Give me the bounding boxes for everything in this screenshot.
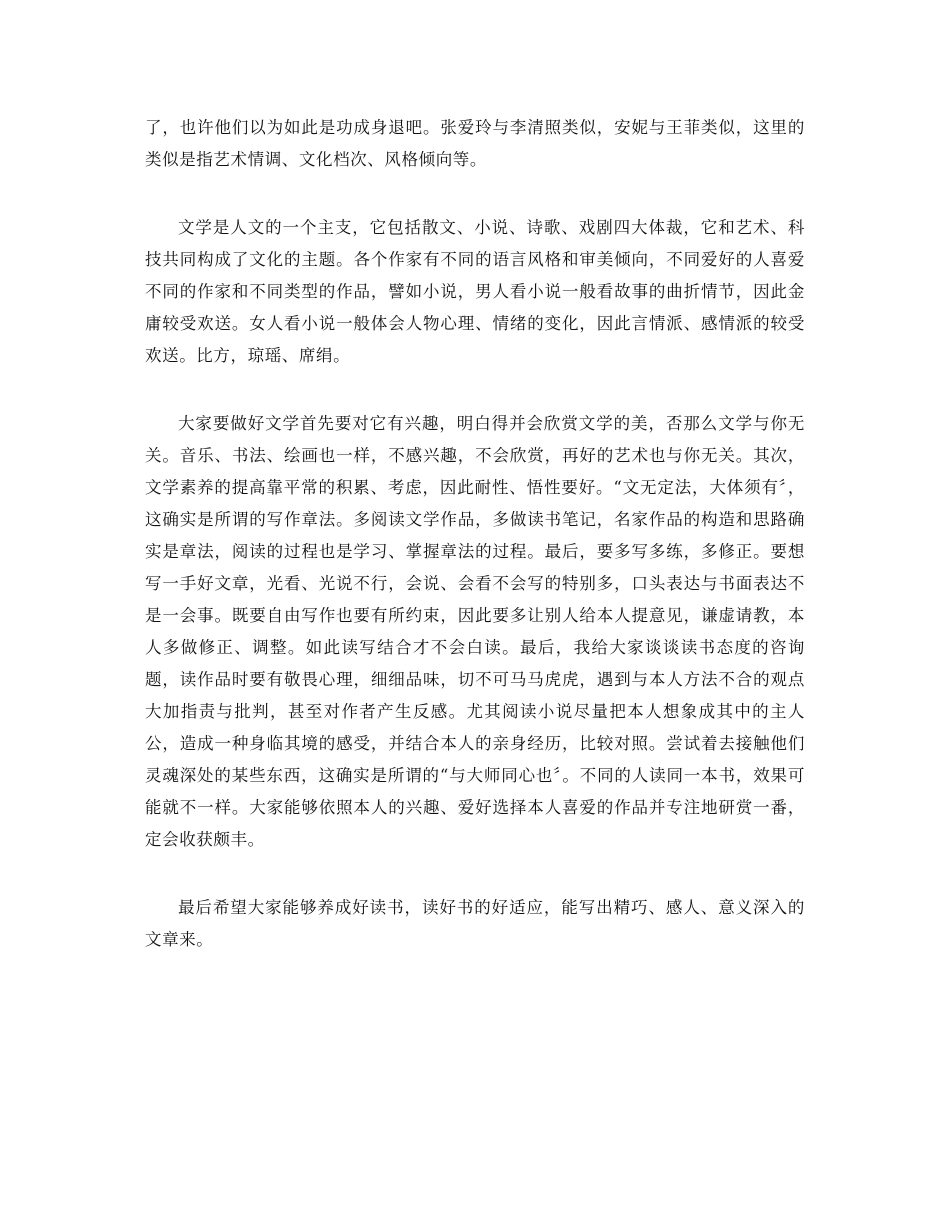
paragraph-continuation: 了，也许他们以为如此是功成身退吧。张爱玲与李清照类似，安妮与王菲类似，这里的类似是指艺术情调、文化档次、风格倾向等。 — [145, 118, 805, 169]
document-body — [145, 112, 805, 992]
paragraph-closing: 最后希望大家能够养成好读书，读好书的好适应，能写出精巧、感人、意义深入的文章来。 — [145, 898, 805, 949]
paragraph-reading-advice: 大家要做好文学首先要对它有兴趣，明白得并会欣赏文学的美，否那么文学与你无关。音乐、书法、绘画也一样，不感兴趣，不会欣赏，再好的艺术也与你无关。其次，文学素养的提高靠平常的积累、考虑，因此耐性、悟性要好。“文无定法，大体须有〞，这确实是所谓的写作章法。多阅读文学作品，多做读书笔记，名家作品的构造和思路确实是章法，阅读的过程也是学习、掌握章法的过程。最后，要多写多练，多修正。要想写一手好文章，光看、光说不行，会说、会看不会写的特别多，口头表达与书面表达不是一会事。既要自由写作也要有所约束，因此要多让别人给本人提意见，谦虚请教，本人多做修正、调整。如此读写结合才不会白读。最后，我给大家谈谈读书态度的咨询题，读作品时要有敬畏心理，细细品味，切不可马马虎虎，遇到与本人方法不合的观点大加指责与批判，甚至对作者产生反感。尤其阅读小说尽量把本人想象成其中的主人公，造成一种身临其境的感受，并结合本人的亲身经历，比较对照。尝试着去接触他们灵魂深处的某些东西，这确实是所谓的“与大师同心也〞。不同的人读同一本书，效果可能就不一样。大家能够依照本人的兴趣、爱好选择本人喜爱的作品并专注地研赏一番，定会收获颇丰。 — [145, 414, 805, 849]
paragraph-literature-definition: 文学是人文的一个主支，它包括散文、小说、诗歌、戏剧四大体裁，它和艺术、科技共同构成了文化的主题。各个作家有不同的语言风格和审美倾向，不同爱好的人喜爱不同的作家和不同类型的作品，譬如小说，男人看小说一般看故事的曲折情节，因此金庸较受欢送。女人看小说一般体会人物心理、情绪的变化，因此言情派、感情派的较受欢送。比方，琼瑶、席绢。 — [145, 218, 805, 365]
